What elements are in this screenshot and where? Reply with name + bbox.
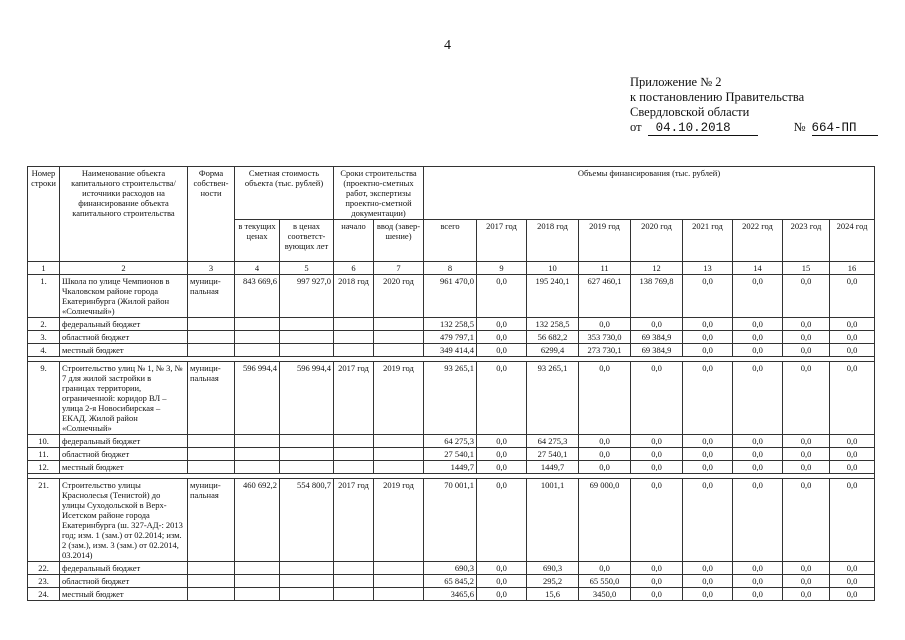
empty-cell <box>235 562 280 575</box>
financing-value: 0,0 <box>783 479 830 562</box>
financing-value: 0,0 <box>733 575 783 588</box>
financing-value: 0,0 <box>733 318 783 331</box>
financing-value: 295,2 <box>527 575 579 588</box>
financing-value: 0,0 <box>683 344 733 357</box>
column-number: 2 <box>60 262 188 275</box>
financing-value: 0,0 <box>579 562 631 575</box>
financing-value: 65 550,0 <box>579 575 631 588</box>
financing-value: 0,0 <box>477 562 527 575</box>
financing-value: 195 240,1 <box>527 275 579 318</box>
empty-cell <box>280 331 334 344</box>
table-row-source <box>28 562 875 575</box>
empty-cell <box>374 448 424 461</box>
empty-cell <box>280 575 334 588</box>
hdr-ownership: Форма собствен-ности <box>188 167 235 262</box>
funding-source: областной бюджет <box>60 448 188 461</box>
financing-value: 0,0 <box>830 362 875 435</box>
financing-value: 0,0 <box>477 331 527 344</box>
financing-value: 1449,7 <box>424 461 477 474</box>
hdr-financing-volumes: Объемы финансирования (тыс. рублей) <box>424 167 875 220</box>
financing-value: 349 414,4 <box>424 344 477 357</box>
cost-years: 997 927,0 <box>280 275 334 318</box>
hdr-completion: ввод (завер-шение) <box>374 220 424 262</box>
empty-cell <box>235 588 280 601</box>
object-name: Школа по улице Чемпионов в Чкаловском районе города Екатеринбурга (Жилой район «Солнечный») <box>60 275 188 318</box>
financing-value: 0,0 <box>477 362 527 435</box>
financing-value: 0,0 <box>631 562 683 575</box>
financing-value: 0,0 <box>783 275 830 318</box>
empty-cell <box>374 331 424 344</box>
hdr-current-prices: в текущих ценах <box>235 220 280 262</box>
table-row-source <box>28 344 875 357</box>
hdr-year: 2018 год <box>527 220 579 262</box>
ownership: муници-пальная <box>188 275 235 318</box>
empty-cell <box>280 318 334 331</box>
financing-value: 0,0 <box>733 331 783 344</box>
financing-value: 0,0 <box>477 344 527 357</box>
empty-cell <box>334 461 374 474</box>
empty-cell <box>280 588 334 601</box>
financing-value: 0,0 <box>477 275 527 318</box>
funding-source: федеральный бюджет <box>60 562 188 575</box>
empty-cell <box>374 435 424 448</box>
column-number: 3 <box>188 262 235 275</box>
start-year: 2018 год <box>334 275 374 318</box>
financing-value: 0,0 <box>631 362 683 435</box>
financing-value: 0,0 <box>477 435 527 448</box>
hdr-row-no: Номер строки <box>28 167 60 262</box>
hdr-estimated-cost: Сметная стоимость объекта (тыс. рублей) <box>235 167 334 220</box>
ownership: муници-пальная <box>188 479 235 562</box>
appendix-date-line <box>630 120 878 136</box>
table-row-source <box>28 331 875 344</box>
financing-value: 353 730,0 <box>579 331 631 344</box>
hdr-year: 2021 год <box>683 220 733 262</box>
financing-value: 93 265,1 <box>424 362 477 435</box>
appendix-header <box>630 75 878 136</box>
financing-value: 1001,1 <box>527 479 579 562</box>
empty-cell <box>280 562 334 575</box>
empty-cell <box>280 344 334 357</box>
financing-value: 0,0 <box>631 318 683 331</box>
financing-table <box>27 166 875 601</box>
financing-value: 132 258,5 <box>424 318 477 331</box>
financing-value: 0,0 <box>631 575 683 588</box>
financing-value: 0,0 <box>477 588 527 601</box>
row-number: 4. <box>28 344 60 357</box>
appendix-number: 664-ПП <box>812 122 878 136</box>
empty-cell <box>334 435 374 448</box>
empty-cell <box>374 318 424 331</box>
empty-cell <box>235 435 280 448</box>
empty-cell <box>374 575 424 588</box>
empty-cell <box>188 461 235 474</box>
financing-value: 0,0 <box>830 575 875 588</box>
financing-value: 69 384,9 <box>631 331 683 344</box>
empty-cell <box>334 575 374 588</box>
financing-value: 0,0 <box>733 479 783 562</box>
financing-value: 6299,4 <box>527 344 579 357</box>
financing-value: 0,0 <box>783 344 830 357</box>
row-number: 21. <box>28 479 60 562</box>
cost-current: 596 994,4 <box>235 362 280 435</box>
funding-source: областной бюджет <box>60 575 188 588</box>
empty-cell <box>188 588 235 601</box>
row-number: 12. <box>28 461 60 474</box>
empty-cell <box>280 448 334 461</box>
financing-value: 64 275,3 <box>527 435 579 448</box>
empty-cell <box>374 461 424 474</box>
financing-value: 0,0 <box>733 344 783 357</box>
column-number: 12 <box>631 262 683 275</box>
financing-value: 0,0 <box>830 318 875 331</box>
financing-value: 0,0 <box>733 275 783 318</box>
financing-value: 0,0 <box>733 588 783 601</box>
start-year: 2017 год <box>334 479 374 562</box>
financing-value: 479 797,1 <box>424 331 477 344</box>
empty-cell <box>334 344 374 357</box>
table-body <box>28 167 875 601</box>
financing-value: 0,0 <box>830 588 875 601</box>
cost-current: 460 692,2 <box>235 479 280 562</box>
hdr-start: начало <box>334 220 374 262</box>
financing-value: 0,0 <box>477 318 527 331</box>
financing-value: 93 265,1 <box>527 362 579 435</box>
column-numbers-row <box>28 262 875 275</box>
hdr-year: 2024 год <box>830 220 875 262</box>
row-number: 11. <box>28 448 60 461</box>
financing-value: 0,0 <box>733 362 783 435</box>
hdr-relevant-prices: в ценах соответст-вующих лет <box>280 220 334 262</box>
financing-value: 627 460,1 <box>579 275 631 318</box>
empty-cell <box>235 318 280 331</box>
financing-value: 0,0 <box>830 448 875 461</box>
hdr-year: 2022 год <box>733 220 783 262</box>
end-year: 2020 год <box>374 275 424 318</box>
financing-value: 0,0 <box>477 448 527 461</box>
financing-value: 0,0 <box>830 331 875 344</box>
table-row-main <box>28 479 875 562</box>
hdr-total: всего <box>424 220 477 262</box>
empty-cell <box>374 344 424 357</box>
empty-cell <box>235 448 280 461</box>
number-label: № <box>793 120 806 134</box>
financing-value: 0,0 <box>830 344 875 357</box>
financing-value: 0,0 <box>683 318 733 331</box>
table-row-source <box>28 461 875 474</box>
financing-value: 0,0 <box>477 575 527 588</box>
row-number: 3. <box>28 331 60 344</box>
empty-cell <box>235 331 280 344</box>
financing-value: 690,3 <box>527 562 579 575</box>
column-number: 7 <box>374 262 424 275</box>
empty-cell <box>188 562 235 575</box>
table-row-source <box>28 318 875 331</box>
ownership: муници-пальная <box>188 362 235 435</box>
financing-value: 0,0 <box>733 461 783 474</box>
empty-cell <box>280 435 334 448</box>
financing-value: 0,0 <box>783 588 830 601</box>
financing-value: 0,0 <box>783 318 830 331</box>
row-number: 22. <box>28 562 60 575</box>
financing-value: 0,0 <box>683 479 733 562</box>
table-row-source <box>28 588 875 601</box>
object-name: Строительство улицы Краснолесья (Тенистой) до улицы Суходольской в Верх-Исетском районе города Екатеринбурга (ш. 327-АД-: 2013 год; изм. 1 (зам.) от 02.2014; изм. 2 (зам.), изм. 3 (зам.) от 02.2014, 03.2014) <box>60 479 188 562</box>
appendix-title: Приложение № 2 <box>630 75 722 89</box>
financing-value: 0,0 <box>683 435 733 448</box>
funding-source: местный бюджет <box>60 344 188 357</box>
financing-value: 0,0 <box>733 435 783 448</box>
financing-value: 0,0 <box>683 448 733 461</box>
column-number: 13 <box>683 262 733 275</box>
hdr-year: 2023 год <box>783 220 830 262</box>
financing-value: 0,0 <box>579 435 631 448</box>
financing-value: 0,0 <box>783 562 830 575</box>
financing-value: 0,0 <box>631 479 683 562</box>
financing-value: 0,0 <box>830 479 875 562</box>
object-name: Строительство улиц № 1, № 3, № 7 для жилой застройки в границах территории, ограниченной: коридор ВЛ – улица 2-я Новосибирская – ЕКАД. Жилой район «Солнечный» <box>60 362 188 435</box>
row-number: 10. <box>28 435 60 448</box>
funding-source: местный бюджет <box>60 588 188 601</box>
hdr-year: 2020 год <box>631 220 683 262</box>
financing-value: 0,0 <box>683 362 733 435</box>
funding-source: федеральный бюджет <box>60 435 188 448</box>
financing-value: 0,0 <box>733 562 783 575</box>
empty-cell <box>188 344 235 357</box>
hdr-year: 2019 год <box>579 220 631 262</box>
from-label: от <box>630 120 642 134</box>
financing-value: 690,3 <box>424 562 477 575</box>
financing-value: 0,0 <box>631 461 683 474</box>
financing-value: 138 769,8 <box>631 275 683 318</box>
empty-cell <box>188 435 235 448</box>
financing-value: 273 730,1 <box>579 344 631 357</box>
funding-source: областной бюджет <box>60 331 188 344</box>
financing-value: 0,0 <box>579 448 631 461</box>
end-year: 2019 год <box>374 362 424 435</box>
appendix-date: 04.10.2018 <box>648 122 758 136</box>
financing-value: 56 682,2 <box>527 331 579 344</box>
empty-cell <box>334 318 374 331</box>
end-year: 2019 год <box>374 479 424 562</box>
financing-value: 0,0 <box>733 448 783 461</box>
column-number: 5 <box>280 262 334 275</box>
column-number: 6 <box>334 262 374 275</box>
financing-value: 0,0 <box>683 575 733 588</box>
empty-cell <box>188 331 235 344</box>
column-number: 16 <box>830 262 875 275</box>
financing-value: 0,0 <box>783 448 830 461</box>
empty-cell <box>334 588 374 601</box>
financing-value: 0,0 <box>783 331 830 344</box>
column-number: 9 <box>477 262 527 275</box>
funding-source: федеральный бюджет <box>60 318 188 331</box>
financing-value: 0,0 <box>579 461 631 474</box>
financing-value: 3450,0 <box>579 588 631 601</box>
financing-value: 0,0 <box>783 461 830 474</box>
financing-value: 64 275,3 <box>424 435 477 448</box>
table-row-main <box>28 362 875 435</box>
financing-value: 0,0 <box>579 318 631 331</box>
financing-value: 0,0 <box>631 435 683 448</box>
financing-value: 0,0 <box>783 362 830 435</box>
financing-value: 132 258,5 <box>527 318 579 331</box>
hdr-construction-terms: Сроки строительства (проектно-сметных работ, экспертизы проектно-сметной документации) <box>334 167 424 220</box>
financing-value: 65 845,2 <box>424 575 477 588</box>
funding-source: местный бюджет <box>60 461 188 474</box>
financing-value: 0,0 <box>579 362 631 435</box>
financing-value: 0,0 <box>783 575 830 588</box>
financing-value: 0,0 <box>477 479 527 562</box>
empty-cell <box>188 318 235 331</box>
empty-cell <box>188 448 235 461</box>
financing-value: 27 540,1 <box>424 448 477 461</box>
financing-value: 70 001,1 <box>424 479 477 562</box>
header-row-1 <box>28 167 875 220</box>
column-number: 1 <box>28 262 60 275</box>
table-row-source <box>28 575 875 588</box>
empty-cell <box>334 562 374 575</box>
hdr-year: 2017 год <box>477 220 527 262</box>
financing-value: 0,0 <box>683 275 733 318</box>
table-row-main <box>28 275 875 318</box>
financing-value: 27 540,1 <box>527 448 579 461</box>
financing-value: 3465,6 <box>424 588 477 601</box>
financing-value: 0,0 <box>830 435 875 448</box>
start-year: 2017 год <box>334 362 374 435</box>
financing-value: 0,0 <box>683 331 733 344</box>
empty-cell <box>374 588 424 601</box>
column-number: 11 <box>579 262 631 275</box>
table-row-source <box>28 435 875 448</box>
financing-value: 0,0 <box>683 461 733 474</box>
empty-cell <box>374 562 424 575</box>
row-number: 23. <box>28 575 60 588</box>
financing-value: 0,0 <box>477 461 527 474</box>
row-number: 24. <box>28 588 60 601</box>
financing-value: 69 000,0 <box>579 479 631 562</box>
appendix-region: Свердловской области <box>630 105 750 119</box>
empty-cell <box>280 461 334 474</box>
empty-cell <box>188 575 235 588</box>
cost-years: 596 994,4 <box>280 362 334 435</box>
financing-value: 0,0 <box>830 275 875 318</box>
financing-value: 15,6 <box>527 588 579 601</box>
financing-value: 961 470,0 <box>424 275 477 318</box>
financing-value: 0,0 <box>631 588 683 601</box>
financing-value: 0,0 <box>631 448 683 461</box>
empty-cell <box>334 331 374 344</box>
column-number: 10 <box>527 262 579 275</box>
row-number: 1. <box>28 275 60 318</box>
column-number: 15 <box>783 262 830 275</box>
financing-value: 0,0 <box>783 435 830 448</box>
row-number: 9. <box>28 362 60 435</box>
cost-years: 554 800,7 <box>280 479 334 562</box>
row-number: 2. <box>28 318 60 331</box>
page-number: 4 <box>444 38 451 53</box>
empty-cell <box>235 575 280 588</box>
financing-value: 0,0 <box>683 588 733 601</box>
table-row-source <box>28 448 875 461</box>
financing-value: 0,0 <box>830 562 875 575</box>
financing-value: 1449,7 <box>527 461 579 474</box>
financing-value: 69 384,9 <box>631 344 683 357</box>
cost-current: 843 669,6 <box>235 275 280 318</box>
column-number: 14 <box>733 262 783 275</box>
column-number: 8 <box>424 262 477 275</box>
financing-value: 0,0 <box>830 461 875 474</box>
empty-cell <box>235 344 280 357</box>
financing-value: 0,0 <box>683 562 733 575</box>
empty-cell <box>334 448 374 461</box>
empty-cell <box>235 461 280 474</box>
hdr-object-name: Наименование объекта капитального строительства/ источники расходов на финансирование объекта капитального строительства <box>60 167 188 262</box>
appendix-resolution: к постановлению Правительства <box>630 90 805 104</box>
column-number: 4 <box>235 262 280 275</box>
